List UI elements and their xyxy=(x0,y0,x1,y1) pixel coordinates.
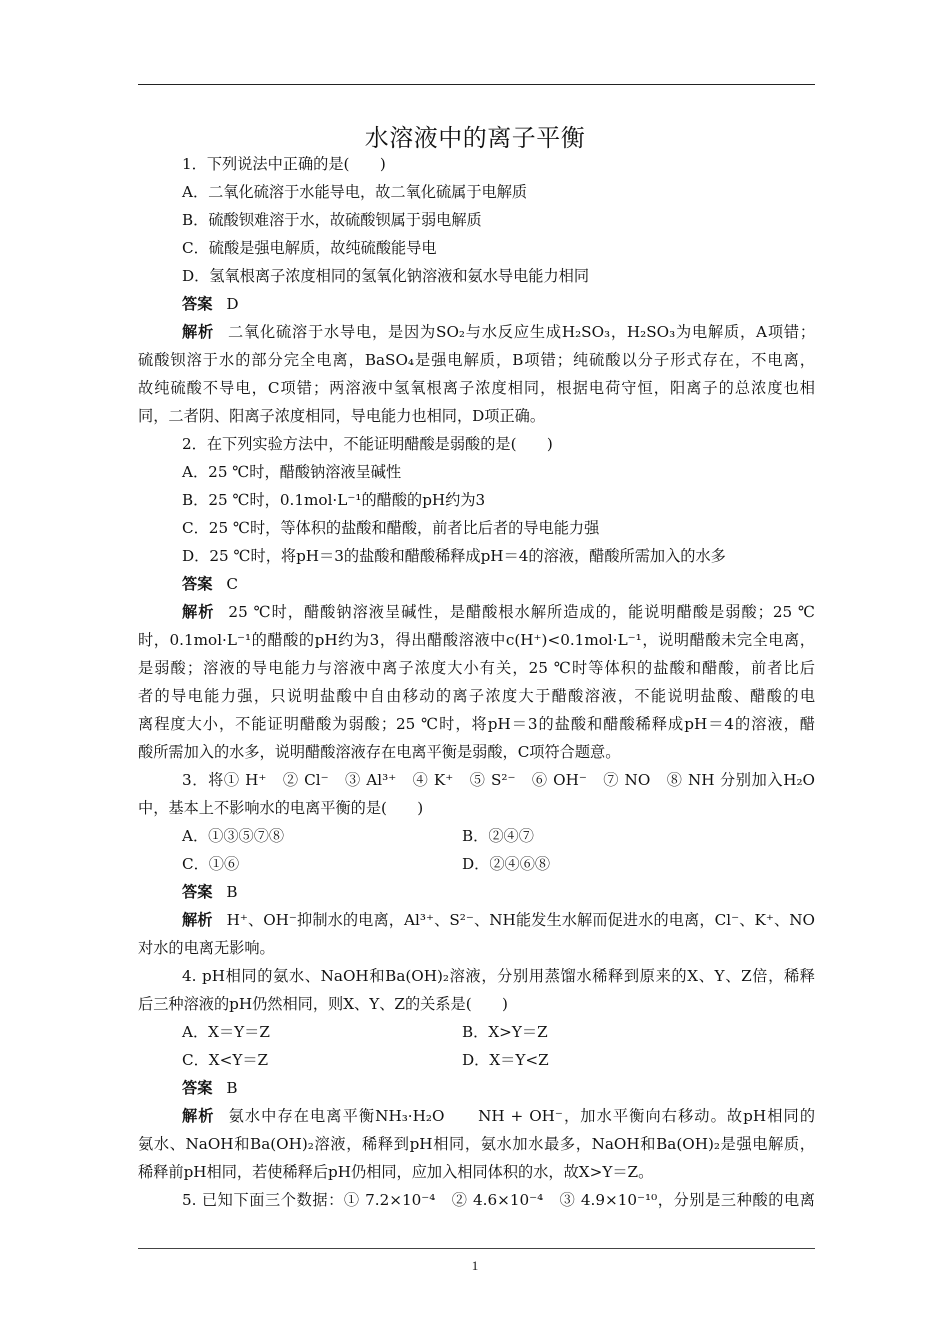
line-text: 酸所需加入的水多，说明醋酸溶液存在电离平衡是弱酸，C项符合题意。 xyxy=(138,743,621,761)
line-text: 者的导电能力强，只说明盐酸中自由移动的离子浓度大于醋酸溶液，不能说明盐酸、醋酸的电 xyxy=(138,687,815,705)
text-line xyxy=(138,794,815,822)
line-text: 氨水、NaOH和Ba(OH)₂溶液，稀释到pH相同，氨水加水最多，NaOH和Ba(OH)₂是强电解质， xyxy=(138,1135,815,1153)
text-line xyxy=(138,934,815,962)
text-line xyxy=(138,962,815,990)
option-right: D．X＝Y<Z xyxy=(462,1051,549,1069)
line-text: 2．在下列实验方法中，不能证明醋酸是弱酸的是( ) xyxy=(182,435,553,453)
text-line xyxy=(138,150,815,178)
line-text: 故纯硫酸不导电，C项错；两溶液中氢氧根离子浓度相同，根据电荷守恒，阳离子的总浓度也相 xyxy=(138,379,815,397)
text-line xyxy=(138,682,815,710)
text-line xyxy=(138,598,815,626)
text-line xyxy=(138,514,815,542)
text-line xyxy=(138,906,815,934)
text-line xyxy=(138,850,815,878)
option-right: B．X>Y＝Z xyxy=(462,1023,548,1041)
text-line xyxy=(138,234,815,262)
text-line xyxy=(138,766,815,794)
text-line xyxy=(138,626,815,654)
text-line xyxy=(138,346,815,374)
line-text: 3．将① H⁺ ② Cl⁻ ③ Al³⁺ ④ K⁺ ⑤ S²⁻ ⑥ OH⁻ ⑦ NO ⑧ NH 分别加入H₂O xyxy=(182,771,815,789)
answer-label: 解析 xyxy=(182,911,213,929)
line-text: 5. 已知下面三个数据：① 7.2×10⁻⁴ ② 4.6×10⁻⁴ ③ 4.9×10⁻¹⁰，分别是三种酸的电离 xyxy=(182,1191,815,1209)
line-text: 中，基本上不影响水的电离平衡的是( ) xyxy=(138,799,424,817)
option-left: C．①⑥ xyxy=(182,855,240,873)
line-text: D．氢氧根离子浓度相同的氢氧化钠溶液和氨水导电能力相同 xyxy=(182,267,590,285)
text-line xyxy=(138,402,815,430)
line-text: 对水的电离无影响。 xyxy=(138,939,275,957)
text-line xyxy=(138,458,815,486)
text-line xyxy=(138,822,815,850)
line-text: A．二氧化硫溶于水能导电，故二氧化硫属于电解质 xyxy=(182,183,528,201)
line-text: 后三种溶液的pH仍然相同，则X、Y、Z的关系是( ) xyxy=(138,995,508,1013)
line-text: D．25 ℃时，将pH＝3的盐酸和醋酸稀释成pH＝4的溶液，醋酸所需加入的水多 xyxy=(182,547,726,565)
text-line xyxy=(138,374,815,402)
text-line xyxy=(138,1102,815,1130)
text-line xyxy=(138,878,815,906)
text-line xyxy=(138,262,815,290)
line-text: 是弱酸；溶液的导电能力与溶液中离子浓度大小有关，25 ℃时等体积的盐酸和醋酸，前者比后 xyxy=(138,659,815,677)
line-text: D xyxy=(226,295,239,313)
text-line xyxy=(138,738,815,766)
text-line xyxy=(138,1046,815,1074)
line-text: C．25 ℃时，等体积的盐酸和醋酸，前者比后者的导电能力强 xyxy=(182,519,600,537)
line-text: B．25 ℃时，0.1mol·L⁻¹的醋酸的pH约为3 xyxy=(182,491,486,509)
line-text: 稀释前pH相同，若使稀释后pH仍相同，应加入相同体积的水，故X>Y＝Z。 xyxy=(138,1163,654,1181)
text-line xyxy=(138,1130,815,1158)
line-text: 时，0.1mol·L⁻¹的醋酸的pH约为3，得出醋酸溶液中c(H⁺)<0.1mol·L⁻¹，说明醋酸未完全电离， xyxy=(138,631,815,649)
text-line xyxy=(138,1158,815,1186)
text-line xyxy=(138,542,815,570)
line-text: A．25 ℃时，醋酸钠溶液呈碱性 xyxy=(182,463,402,481)
line-text: 离程度大小，不能证明醋酸为弱酸；25 ℃时，将pH＝3的盐酸和醋酸稀释成pH＝4的溶液，醋 xyxy=(138,715,815,733)
text-line xyxy=(138,318,815,346)
option-left: A．①③⑤⑦⑧ xyxy=(182,827,285,845)
text-line xyxy=(138,710,815,738)
answer-label: 答案 xyxy=(182,1079,213,1097)
line-text: C xyxy=(226,575,238,593)
line-text: 25 ℃时，醋酸钠溶液呈碱性，是醋酸根水解所造成的，能说明醋酸是弱酸；25 ℃ xyxy=(228,603,815,621)
text-line xyxy=(138,430,815,458)
line-text: B．硫酸钡难溶于水，故硫酸钡属于弱电解质 xyxy=(182,211,482,229)
text-line xyxy=(138,990,815,1018)
text-line xyxy=(138,486,815,514)
line-text: B xyxy=(226,1079,238,1097)
line-text: H⁺、OH⁻抑制水的电离，Al³⁺、S²⁻、NH能发生水解而促进水的电离，Cl⁻、K⁺、NO xyxy=(226,911,815,929)
line-text: 氨水中存在电离平衡NH₃·H₂O NH + OH⁻，加水平衡向右移动。故pH相同的 xyxy=(228,1107,815,1125)
line-text: 1．下列说法中正确的是( ) xyxy=(182,155,386,173)
answer-label: 解析 xyxy=(182,323,215,341)
answer-label: 解析 xyxy=(182,603,215,621)
text-line xyxy=(138,1018,815,1046)
answer-label: 解析 xyxy=(182,1107,215,1125)
line-text: 二氧化硫溶于水导电，是因为SO₂与水反应生成H₂SO₃，H₂SO₃为电解质，A项错； xyxy=(228,323,815,341)
option-left: A．X＝Y＝Z xyxy=(182,1023,270,1041)
text-line xyxy=(138,1074,815,1102)
line-text: B xyxy=(226,883,238,901)
answer-label: 答案 xyxy=(182,295,213,313)
text-line xyxy=(138,654,815,682)
line-text: 硫酸钡溶于水的部分完全电离，BaSO₄是强电解质，B项错；纯硫酸以分子形式存在，不电离， xyxy=(138,351,815,369)
footer-rule xyxy=(138,1248,815,1249)
text-line xyxy=(138,178,815,206)
page-title: 水溶液中的离子平衡 xyxy=(364,124,586,152)
line-text: 4. pH相同的氨水、NaOH和Ba(OH)₂溶液，分别用蒸馏水稀释到原来的X、Y、Z倍，稀释 xyxy=(182,967,815,985)
option-left: C．X<Y＝Z xyxy=(182,1051,269,1069)
header-rule xyxy=(138,84,815,85)
answer-label: 答案 xyxy=(182,883,213,901)
text-line xyxy=(138,290,815,318)
option-right: B．②④⑦ xyxy=(462,827,534,845)
document-body xyxy=(138,150,815,1214)
option-right: D．②④⑥⑧ xyxy=(462,855,551,873)
text-line xyxy=(138,570,815,598)
line-text: C．硫酸是强电解质，故纯硫酸能导电 xyxy=(182,239,437,257)
text-line xyxy=(138,1186,815,1214)
text-line xyxy=(138,206,815,234)
line-text: 同，二者阴、阳离子浓度相同，导电能力也相同，D项正确。 xyxy=(138,407,546,425)
answer-label: 答案 xyxy=(182,575,213,593)
page-number: 1 xyxy=(471,1258,479,1273)
